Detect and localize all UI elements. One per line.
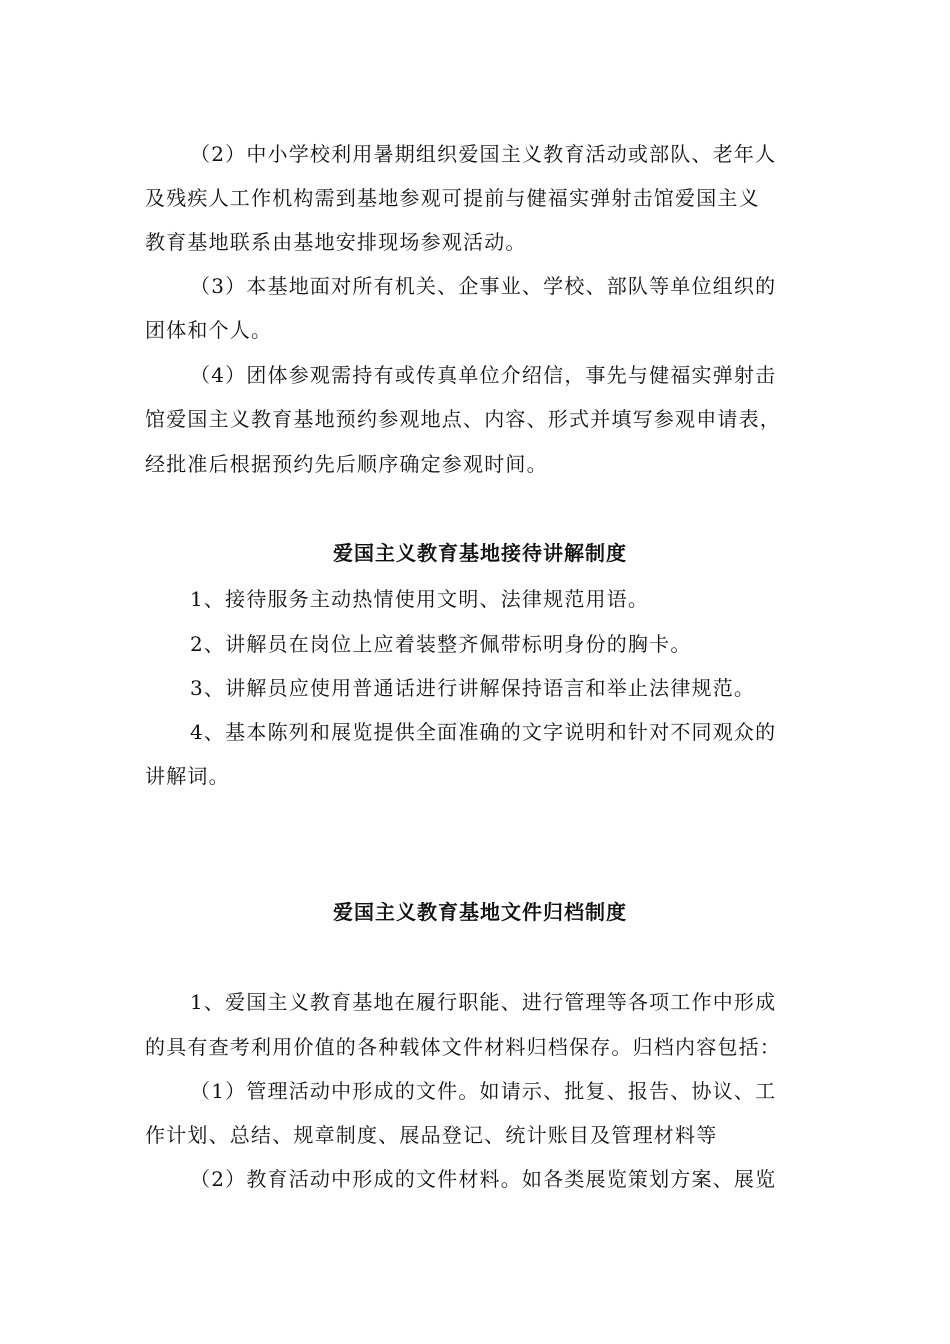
paragraph-line: 教育基地联系由基地安排现场参观活动。 xyxy=(145,230,527,254)
paragraph-line: （1）管理活动中形成的文件。如请示、批复、报告、协议、工 xyxy=(190,1079,777,1103)
paragraph-line: 经批准后根据预约先后顺序确定参观时间。 xyxy=(145,452,548,476)
paragraph-line: （4）团体参观需持有或传真单位介绍信，事先与健福实弹射击 xyxy=(190,363,777,387)
paragraph-line: 1、爱国主义教育基地在履行职能、进行管理等各项工作中形成 xyxy=(190,990,777,1014)
paragraph-line: 及残疾人工作机构需到基地参观可提前与健福实弹射击馆爱国主义 xyxy=(145,186,760,210)
paragraph-line: （3）本基地面对所有机关、企事业、学校、部队等单位组织的 xyxy=(190,274,777,298)
section-heading: 爱国主义教育基地文件归档制度 xyxy=(333,900,627,924)
paragraph-line: （2）教育活动中形成的文件材料。如各类展览策划方案、展览 xyxy=(190,1167,777,1191)
list-item: 4、基本陈列和展览提供全面准确的文字说明和针对不同观众的 xyxy=(190,720,777,744)
paragraph-line: 团体和个人。 xyxy=(145,318,273,342)
paragraph-line: 的具有查考利用价值的各种载体文件材料归档保存。归档内容包括： xyxy=(145,1035,781,1059)
paragraph-line: （2）中小学校利用暑期组织爱国主义教育活动或部队、老年人 xyxy=(190,142,777,166)
list-item: 2、讲解员在岗位上应着装整齐佩带标明身份的胸卡。 xyxy=(190,632,692,656)
section-heading: 爱国主义教育基地接待讲解制度 xyxy=(333,541,627,565)
paragraph-line: 馆爱国主义教育基地预约参观地点、内容、形式并填写参观申请表， xyxy=(145,407,781,431)
list-item: 1、接待服务主动热情使用文明、法律规范用语。 xyxy=(190,587,650,611)
list-item-continuation: 讲解词。 xyxy=(145,764,230,788)
list-item: 3、讲解员应使用普通话进行讲解保持语言和举止法律规范。 xyxy=(190,676,756,700)
paragraph-line: 作计划、总结、规章制度、展品登记、统计账目及管理材料等 xyxy=(145,1123,718,1147)
